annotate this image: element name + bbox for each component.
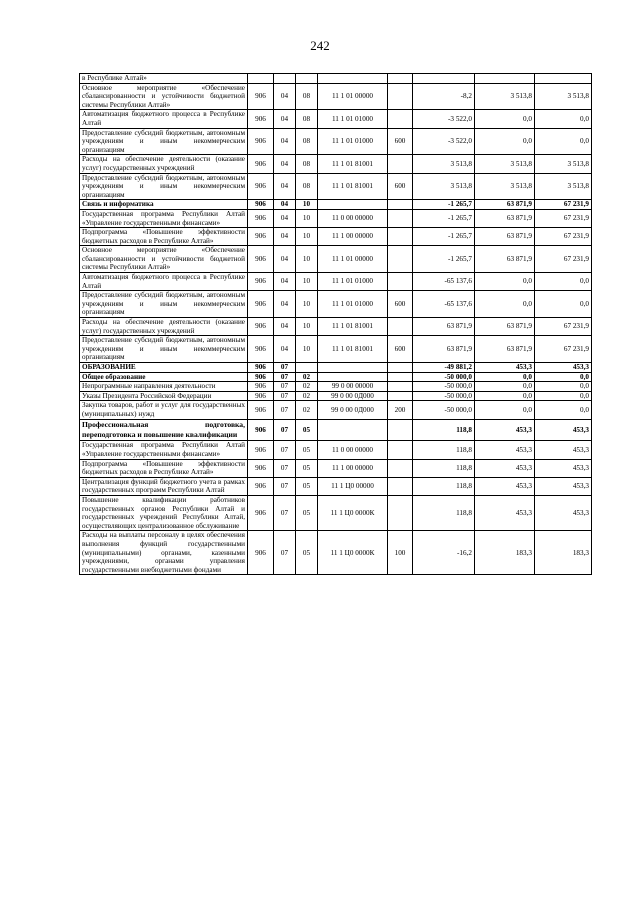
target-article-code: 11 1 Ц0 0000К [318, 531, 388, 575]
expense-type-code: 600 [388, 128, 413, 155]
target-article-code: 99 0 00 0Д000 [318, 391, 388, 401]
subsection-code: 05 [296, 477, 318, 495]
amount-1 [413, 74, 475, 84]
target-article-code: 11 1 01 01000 [318, 273, 388, 291]
grbs-code: 906 [248, 228, 274, 246]
row-name: Непрограммные направления деятельности [80, 382, 248, 392]
amount-2: 3 513,8 [475, 155, 535, 173]
grbs-code: 906 [248, 531, 274, 575]
amount-2: 453,3 [475, 459, 535, 477]
section-code: 04 [274, 110, 296, 128]
section-code: 07 [274, 391, 296, 401]
amount-3: 67 231,9 [535, 209, 592, 227]
target-article-code: 11 1 01 81001 [318, 318, 388, 336]
section-code: 04 [274, 83, 296, 110]
target-article-code: 11 1 01 01000 [318, 128, 388, 155]
table-row [80, 419, 592, 441]
amount-2: 3 513,8 [475, 173, 535, 200]
section-code: 04 [274, 200, 296, 210]
grbs-code: 906 [248, 155, 274, 173]
target-article-code: 11 1 01 81001 [318, 155, 388, 173]
amount-3: 0,0 [535, 391, 592, 401]
target-article-code: 11 0 00 00000 [318, 209, 388, 227]
amount-3: 0,0 [535, 372, 592, 382]
target-article-code: 11 0 00 00000 [318, 441, 388, 459]
amount-1: -50 000,0 [413, 401, 475, 419]
amount-1: -50 000,0 [413, 372, 475, 382]
expense-type-code [388, 477, 413, 495]
expense-type-code: 200 [388, 401, 413, 419]
amount-2: 453,3 [475, 441, 535, 459]
expense-type-code [388, 391, 413, 401]
grbs-code: 906 [248, 246, 274, 273]
table-row [80, 173, 592, 200]
expense-type-code [388, 74, 413, 84]
row-name: Государственная программа Республики Алтай «Управление государственными финансами» [80, 209, 248, 227]
subsection-code: 10 [296, 336, 318, 363]
row-name: Предоставление субсидий бюджетным, автономным учреждениям и иным некоммерческим организациям [80, 336, 248, 363]
page-number: 242 [310, 38, 330, 53]
subsection-code: 02 [296, 401, 318, 419]
target-article-code: 11 1 01 00000 [318, 83, 388, 110]
amount-1: -1 265,7 [413, 228, 475, 246]
subsection-code: 10 [296, 291, 318, 318]
subsection-code: 05 [296, 419, 318, 441]
table-row [80, 477, 592, 495]
expense-type-code [388, 200, 413, 210]
amount-1: -16,2 [413, 531, 475, 575]
amount-1: -49 881,2 [413, 363, 475, 373]
amount-1: -1 265,7 [413, 209, 475, 227]
subsection-code: 08 [296, 173, 318, 200]
amount-3: 67 231,9 [535, 200, 592, 210]
amount-2: 183,3 [475, 531, 535, 575]
subsection-code: 10 [296, 273, 318, 291]
table-row [80, 209, 592, 227]
amount-1: -65 137,6 [413, 273, 475, 291]
amount-1: 118,8 [413, 477, 475, 495]
target-article-code [318, 363, 388, 373]
grbs-code: 906 [248, 128, 274, 155]
section-code: 07 [274, 382, 296, 392]
subsection-code: 02 [296, 372, 318, 382]
expense-type-code [388, 318, 413, 336]
target-article-code: 11 1 01 81001 [318, 173, 388, 200]
grbs-code: 906 [248, 459, 274, 477]
row-name: Указы Президента Российской Федерации [80, 391, 248, 401]
target-article-code [318, 372, 388, 382]
section-code: 07 [274, 441, 296, 459]
row-name: Профессиональная подготовка, переподготовка и повышение квалификации [80, 419, 248, 441]
expense-type-code [388, 372, 413, 382]
row-name: Автоматизация бюджетного процесса в Республике Алтай [80, 273, 248, 291]
table-row [80, 441, 592, 459]
grbs-code: 906 [248, 401, 274, 419]
section-code: 04 [274, 209, 296, 227]
subsection-code: 05 [296, 495, 318, 530]
amount-3: 3 513,8 [535, 83, 592, 110]
amount-1: 118,8 [413, 459, 475, 477]
amount-1: -65 137,6 [413, 291, 475, 318]
table-row [80, 128, 592, 155]
expense-type-code [388, 363, 413, 373]
target-article-code [318, 200, 388, 210]
amount-3: 67 231,9 [535, 318, 592, 336]
amount-2: 63 871,9 [475, 336, 535, 363]
amount-1: -3 522,0 [413, 110, 475, 128]
subsection-code: 10 [296, 318, 318, 336]
section-code: 07 [274, 459, 296, 477]
amount-3: 67 231,9 [535, 336, 592, 363]
expense-type-code: 600 [388, 336, 413, 363]
subsection-code: 10 [296, 200, 318, 210]
section-code: 04 [274, 173, 296, 200]
table-row [80, 495, 592, 530]
subsection-code: 08 [296, 128, 318, 155]
expense-type-code [388, 495, 413, 530]
table-row [80, 382, 592, 392]
table-row [80, 155, 592, 173]
amount-3: 67 231,9 [535, 228, 592, 246]
amount-2: 63 871,9 [475, 228, 535, 246]
expense-type-code [388, 273, 413, 291]
amount-3: 0,0 [535, 382, 592, 392]
table-row [80, 459, 592, 477]
subsection-code: 05 [296, 531, 318, 575]
row-name: в Республике Алтай» [80, 74, 248, 84]
grbs-code: 906 [248, 83, 274, 110]
amount-3: 453,3 [535, 459, 592, 477]
subsection-code [296, 363, 318, 373]
amount-3: 0,0 [535, 128, 592, 155]
amount-2: 0,0 [475, 110, 535, 128]
row-name: Повышение квалификации работников государственных органов Республики Алтай и государственных учреждений Республики Алтай, осуществляющих централизованное обслуживание [80, 495, 248, 530]
section-code: 07 [274, 477, 296, 495]
amount-1: -1 265,7 [413, 246, 475, 273]
amount-3: 453,3 [535, 419, 592, 441]
expense-type-code [388, 419, 413, 441]
row-name: Централизация функций бюджетного учета в рамках государственных программ Республики Алтай [80, 477, 248, 495]
row-name: Связь и информатика [80, 200, 248, 210]
amount-2: 0,0 [475, 291, 535, 318]
table-row [80, 336, 592, 363]
grbs-code: 906 [248, 372, 274, 382]
budget-table [79, 73, 592, 575]
amount-3: 0,0 [535, 273, 592, 291]
expense-type-code [388, 110, 413, 128]
grbs-code: 906 [248, 441, 274, 459]
amount-1: 63 871,9 [413, 318, 475, 336]
amount-3: 453,3 [535, 441, 592, 459]
table-row [80, 246, 592, 273]
section-code: 07 [274, 495, 296, 530]
amount-2: 3 513,8 [475, 83, 535, 110]
table-row [80, 83, 592, 110]
amount-2: 0,0 [475, 401, 535, 419]
amount-3: 0,0 [535, 291, 592, 318]
subsection-code: 10 [296, 228, 318, 246]
expense-type-code [388, 441, 413, 459]
amount-3: 67 231,9 [535, 246, 592, 273]
subsection-code: 05 [296, 459, 318, 477]
amount-2: 63 871,9 [475, 318, 535, 336]
expense-type-code: 600 [388, 173, 413, 200]
subsection-code: 08 [296, 110, 318, 128]
section-code: 04 [274, 291, 296, 318]
table-row [80, 74, 592, 84]
section-code: 07 [274, 531, 296, 575]
expense-type-code [388, 382, 413, 392]
target-article-code: 99 0 00 00000 [318, 382, 388, 392]
amount-3: 3 513,8 [535, 173, 592, 200]
grbs-code: 906 [248, 419, 274, 441]
subsection-code: 10 [296, 246, 318, 273]
grbs-code: 906 [248, 200, 274, 210]
section-code: 07 [274, 372, 296, 382]
subsection-code: 02 [296, 391, 318, 401]
expense-type-code [388, 459, 413, 477]
amount-2: 0,0 [475, 273, 535, 291]
row-name: Основное мероприятие «Обеспечение сбалансированности и устойчивости бюджетной системы Республики Алтай» [80, 83, 248, 110]
amount-2: 453,3 [475, 419, 535, 441]
amount-2: 453,3 [475, 477, 535, 495]
amount-1: 3 513,8 [413, 173, 475, 200]
row-name: Расходы на выплаты персоналу в целях обеспечения выполнения функций государственными (муниципальными) органами, казенными учреждениями, органами управления государственными внебюджетными фондами [80, 531, 248, 575]
section-code: 04 [274, 318, 296, 336]
row-name: Государственная программа Республики Алтай «Управление государственными финансами» [80, 441, 248, 459]
amount-3: 3 513,8 [535, 155, 592, 173]
target-article-code: 11 1 00 00000 [318, 228, 388, 246]
expense-type-code [388, 83, 413, 110]
amount-3: 0,0 [535, 401, 592, 419]
target-article-code [318, 419, 388, 441]
table-body [80, 74, 592, 575]
row-name: Закупка товаров, работ и услуг для государственных (муниципальных) нужд [80, 401, 248, 419]
row-name: Автоматизация бюджетного процесса в Республике Алтай [80, 110, 248, 128]
section-code: 07 [274, 419, 296, 441]
target-article-code: 11 1 01 81001 [318, 336, 388, 363]
target-article-code: 99 0 00 0Д000 [318, 401, 388, 419]
amount-2: 0,0 [475, 382, 535, 392]
grbs-code: 906 [248, 318, 274, 336]
row-name: Подпрограмма «Повышение эффективности бюджетных расходов в Республике Алтай» [80, 228, 248, 246]
amount-2: 0,0 [475, 391, 535, 401]
subsection-code: 02 [296, 382, 318, 392]
grbs-code: 906 [248, 391, 274, 401]
amount-1: 118,8 [413, 495, 475, 530]
grbs-code: 906 [248, 363, 274, 373]
amount-1: 118,8 [413, 419, 475, 441]
row-name: Общее образование [80, 372, 248, 382]
row-name: Предоставление субсидий бюджетным, автономным учреждениям и иным некоммерческим организациям [80, 291, 248, 318]
subsection-code: 10 [296, 209, 318, 227]
subsection-code: 08 [296, 155, 318, 173]
table-row [80, 372, 592, 382]
amount-1: 63 871,9 [413, 336, 475, 363]
amount-1: -50 000,0 [413, 382, 475, 392]
grbs-code: 906 [248, 291, 274, 318]
table-row [80, 273, 592, 291]
section-code: 04 [274, 273, 296, 291]
amount-2: 453,3 [475, 363, 535, 373]
section-code: 07 [274, 363, 296, 373]
table-row [80, 318, 592, 336]
row-name: Предоставление субсидий бюджетным, автономным учреждениям и иным некоммерческим организациям [80, 128, 248, 155]
section-code [274, 74, 296, 84]
grbs-code [248, 74, 274, 84]
grbs-code: 906 [248, 336, 274, 363]
amount-2 [475, 74, 535, 84]
target-article-code: 11 1 00 00000 [318, 459, 388, 477]
amount-1: -3 522,0 [413, 128, 475, 155]
grbs-code: 906 [248, 382, 274, 392]
amount-3: 453,3 [535, 363, 592, 373]
row-name: Предоставление субсидий бюджетным, автономным учреждениям и иным некоммерческим организациям [80, 173, 248, 200]
table-row [80, 531, 592, 575]
target-article-code: 11 1 01 00000 [318, 246, 388, 273]
expense-type-code [388, 246, 413, 273]
expense-type-code [388, 228, 413, 246]
amount-1: -8,2 [413, 83, 475, 110]
amount-2: 63 871,9 [475, 200, 535, 210]
table-row [80, 401, 592, 419]
target-article-code: 11 1 01 01000 [318, 110, 388, 128]
grbs-code: 906 [248, 110, 274, 128]
section-code: 07 [274, 401, 296, 419]
expense-type-code: 600 [388, 291, 413, 318]
target-article-code: 11 1 Ц0 00000 [318, 477, 388, 495]
amount-2: 63 871,9 [475, 209, 535, 227]
grbs-code: 906 [248, 495, 274, 530]
grbs-code: 906 [248, 273, 274, 291]
section-code: 04 [274, 155, 296, 173]
section-code: 04 [274, 336, 296, 363]
table-row [80, 228, 592, 246]
amount-2: 0,0 [475, 128, 535, 155]
table-row [80, 291, 592, 318]
row-name: Подпрограмма «Повышение эффективности бюджетных расходов в Республике Алтай» [80, 459, 248, 477]
table-row [80, 110, 592, 128]
row-name: Расходы на обеспечение деятельности (оказание услуг) государственных учреждений [80, 318, 248, 336]
table-row [80, 363, 592, 373]
amount-1: -50 000,0 [413, 391, 475, 401]
amount-1: 3 513,8 [413, 155, 475, 173]
table-row [80, 200, 592, 210]
section-code: 04 [274, 228, 296, 246]
amount-1: -1 265,7 [413, 200, 475, 210]
expense-type-code [388, 209, 413, 227]
row-name: ОБРАЗОВАНИЕ [80, 363, 248, 373]
target-article-code: 11 1 01 01000 [318, 291, 388, 318]
target-article-code [318, 74, 388, 84]
amount-3: 183,3 [535, 531, 592, 575]
amount-3: 453,3 [535, 477, 592, 495]
amount-1: 118,8 [413, 441, 475, 459]
amount-3: 0,0 [535, 110, 592, 128]
subsection-code: 05 [296, 441, 318, 459]
subsection-code [296, 74, 318, 84]
grbs-code: 906 [248, 173, 274, 200]
expense-type-code [388, 155, 413, 173]
row-name: Основное мероприятие «Обеспечение сбалансированности и устойчивости бюджетной системы Республики Алтай» [80, 246, 248, 273]
amount-2: 63 871,9 [475, 246, 535, 273]
amount-2: 0,0 [475, 372, 535, 382]
grbs-code: 906 [248, 209, 274, 227]
table-row [80, 391, 592, 401]
section-code: 04 [274, 128, 296, 155]
amount-3 [535, 74, 592, 84]
target-article-code: 11 1 Ц0 0000К [318, 495, 388, 530]
subsection-code: 08 [296, 83, 318, 110]
amount-2: 453,3 [475, 495, 535, 530]
section-code: 04 [274, 246, 296, 273]
row-name: Расходы на обеспечение деятельности (оказание услуг) государственных учреждений [80, 155, 248, 173]
grbs-code: 906 [248, 477, 274, 495]
amount-3: 453,3 [535, 495, 592, 530]
expense-type-code: 100 [388, 531, 413, 575]
